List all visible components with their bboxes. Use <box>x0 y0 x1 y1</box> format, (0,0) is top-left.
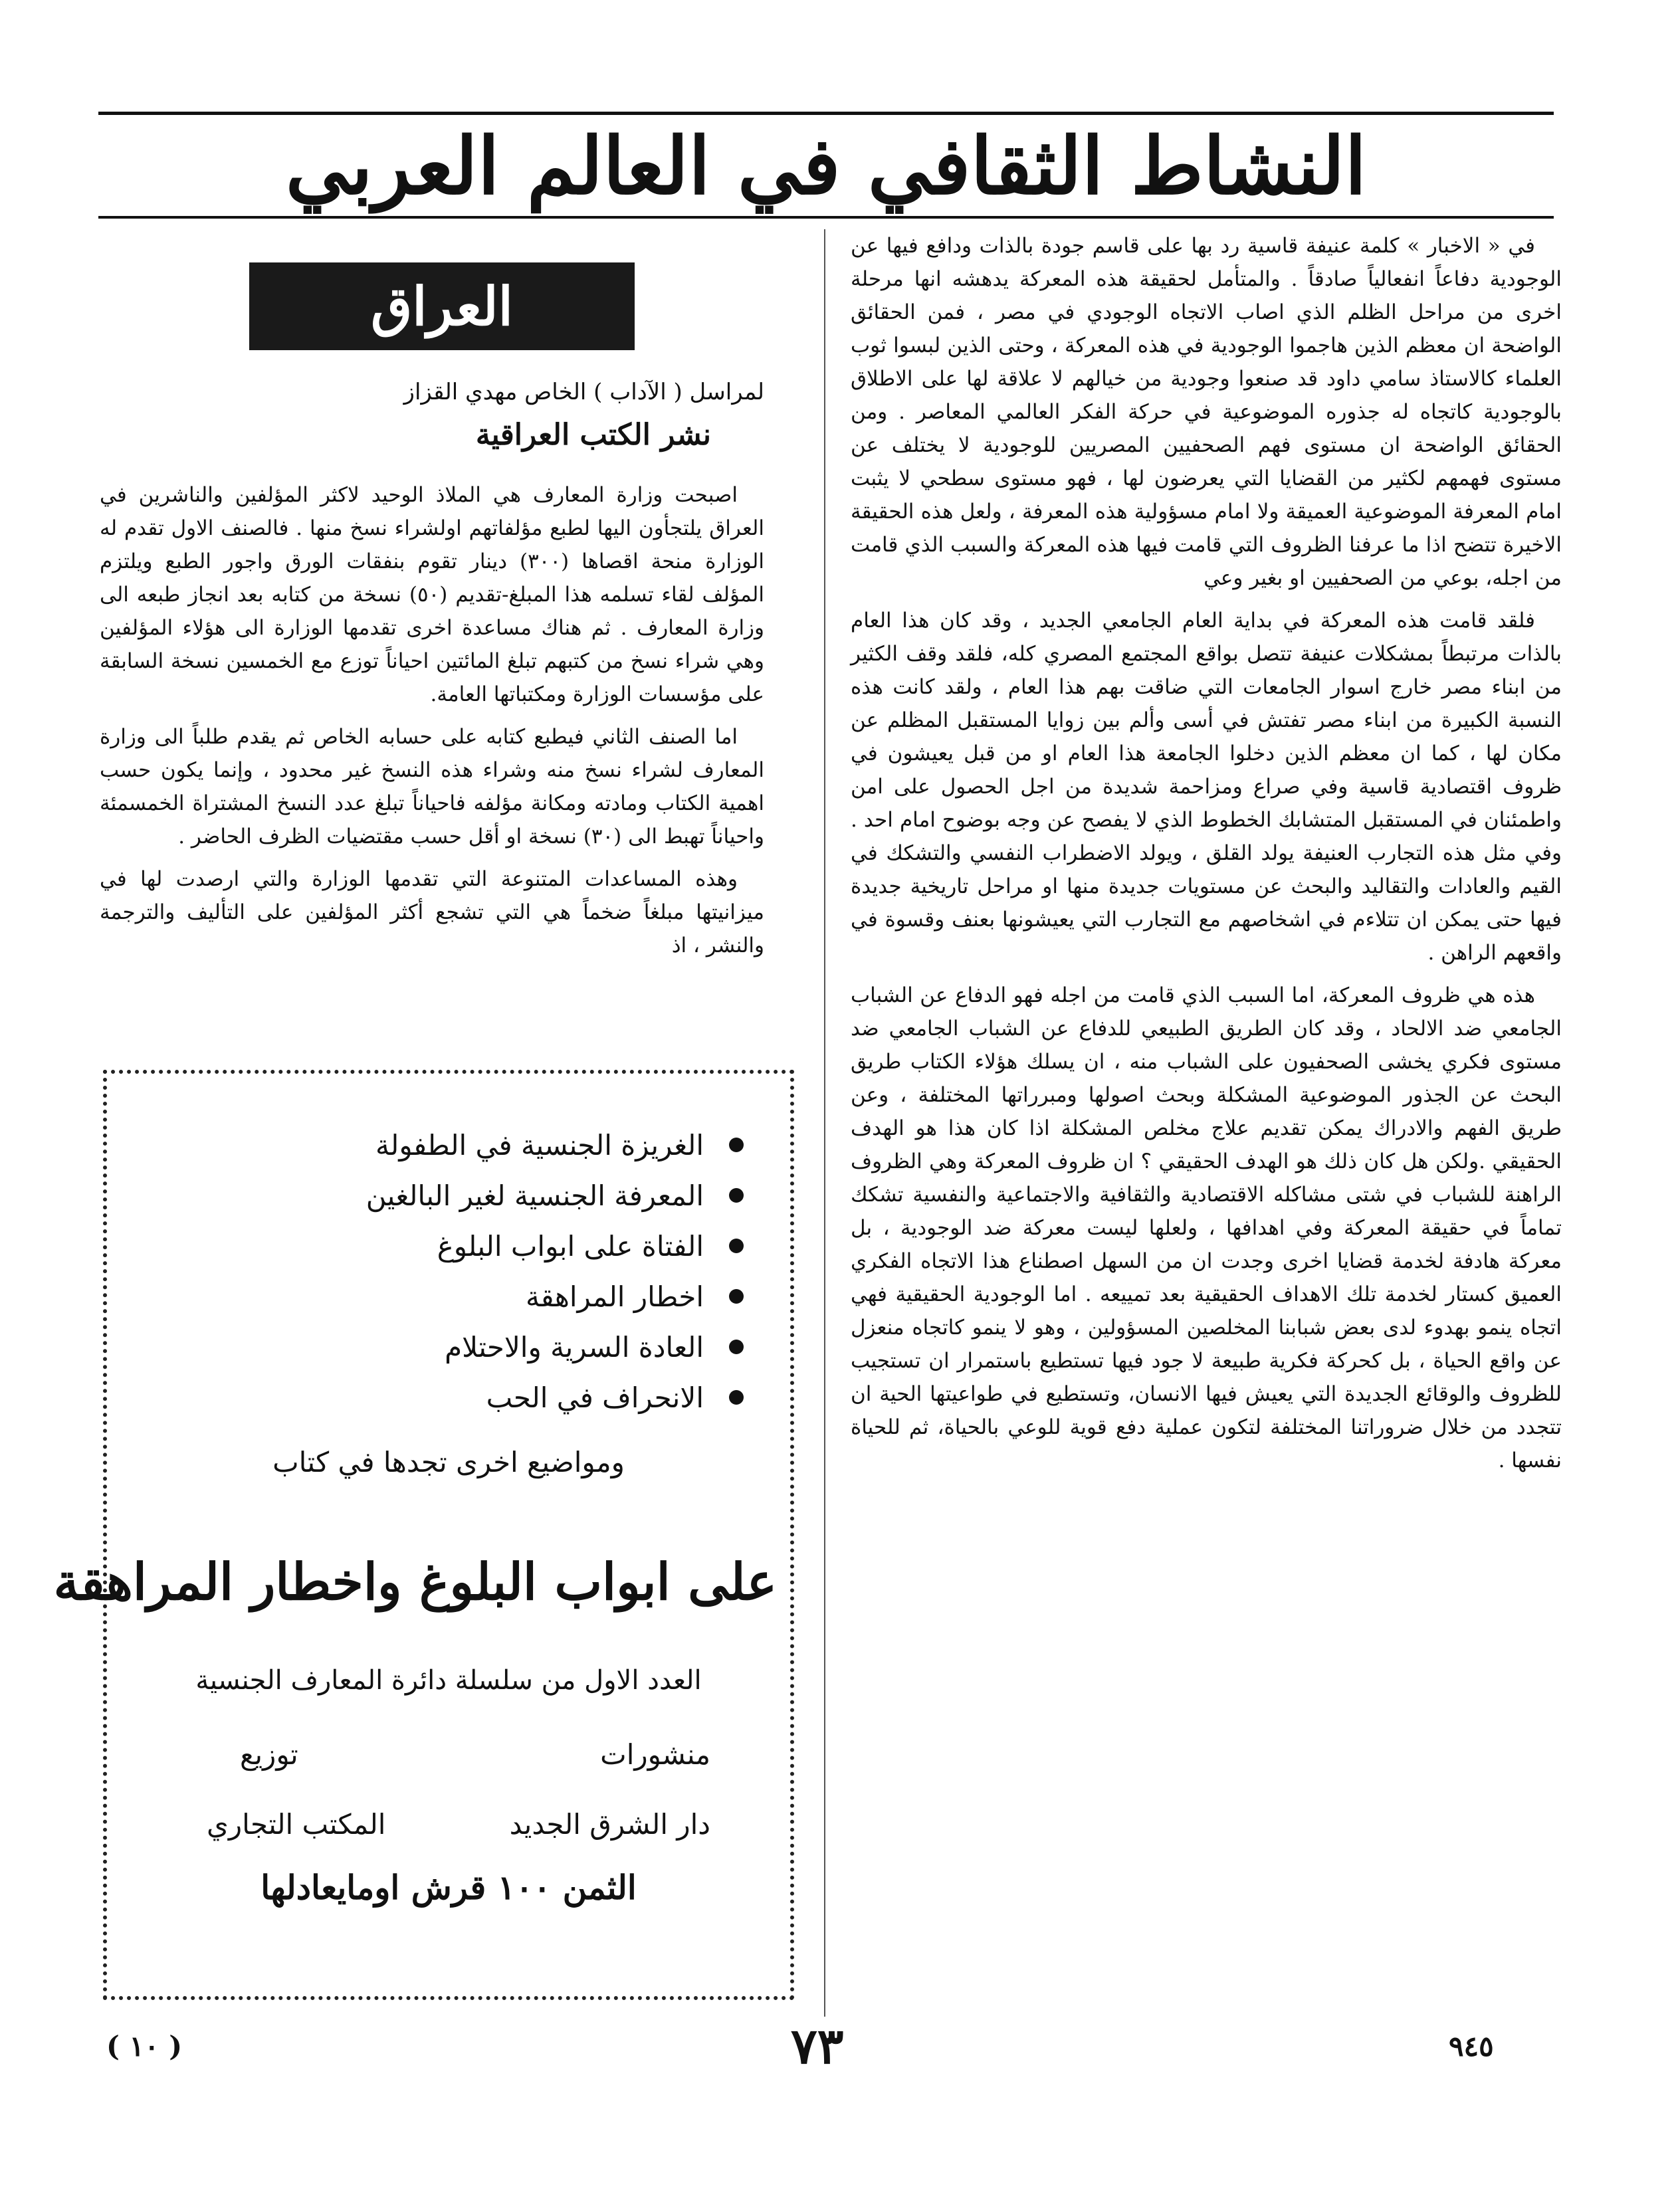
article-paragraph: اما الصنف الثاني فيطبع كتابه على حسابه الخاص ثم يقدم طلباً الى وزارة المعارف لشراء نسخ منه وشراء هذه النسخ غير محدود ، وإنما يكون حسب اهمية الكتاب ومادته ومكانة مؤلفه فاحياناً تبلغ عدد النسخ المشتراة الخمسمئة واحياناً تهبط الى (٣٠) نسخة او أقل حسب مقتضيات الظرف الحاضر . <box>100 725 764 849</box>
list-item: العادة السرية والاحتلام <box>366 1322 744 1373</box>
topic-list <box>366 1120 744 1423</box>
list-item: اخطار المراهقة <box>366 1272 744 1322</box>
list-item: المعرفة الجنسية لغير البالغين <box>366 1171 744 1221</box>
column-divider <box>824 229 825 2017</box>
bullet-icon <box>729 1188 744 1203</box>
distributor-name: المكتب التجاري <box>207 1808 386 1841</box>
distribution-label: توزيع <box>240 1738 298 1771</box>
book-advertisement <box>53 1070 794 2000</box>
ad-series-note: العدد الاول من سلسلة دائرة المعارف الجنسية <box>195 1665 702 1696</box>
correspondent-byline: لمراسل ( الآداب ) الخاص مهدي القزاز <box>403 379 764 405</box>
bullet-icon <box>729 1289 744 1304</box>
issue-number: ( ١٠ ) <box>106 2030 183 2062</box>
list-item: الغريزة الجنسية في الطفولة <box>366 1120 744 1171</box>
publications-label: منشورات <box>600 1738 710 1771</box>
section-label-iraq: العراق <box>249 262 635 350</box>
list-item: الانحراف في الحب <box>366 1373 744 1423</box>
list-item: الفتاة على ابواب البلوغ <box>366 1221 744 1272</box>
ad-price: الثمن ١٠٠ قرش اومايعادلها <box>261 1868 637 1907</box>
publisher-name: دار الشرق الجديد <box>509 1808 710 1841</box>
page-title: النشاط الثقافي في العالم العربي <box>285 120 1367 212</box>
bullet-icon <box>729 1340 744 1354</box>
page-number: ٧٣ <box>791 2018 844 2075</box>
article-paragraph: اصبحت وزارة المعارف هي الملاذ الوحيد لاكثر المؤلفين والناشرين في العراق يلتجأون اليها لطبع مؤلفاتهم اولشراء نسخ منها . فالصنف الاول تقدم له الوزارة منحة اقصاها (٣٠٠) دينار تقوم بنفقات الورق واجور الطبع ويلتزم المؤلف لقاء تسلمه هذا المبلغ-تقديم (٥٠) نسخة من كتابه بعد انجاز طبعه الى وزارة المعارف . ثم هناك مساعدة اخرى تقدمها الوزارة الى هؤلاء المؤلفين وهي شراء نسخ من كتبهم تبلغ المائتين احياناً توزع مع الخمسين نسخة السابقة على مؤسسات الوزارة ومكتباتها العامة. <box>100 483 764 706</box>
bullet-icon <box>729 1390 744 1405</box>
right-column <box>851 229 1562 1486</box>
bullet-icon <box>729 1138 744 1152</box>
volume-page-number: ٩٤٥ <box>1449 2030 1494 2062</box>
iraq-article-body <box>100 478 764 971</box>
header-rule-top <box>98 112 1554 115</box>
article-paragraph: هذه هي ظروف المعركة، اما السبب الذي قامت من اجله فهو الدفاع عن الشباب الجامعي ضد الالحاد ، وقد كان الطريق الطبيعي للدفاع عن الشباب الجامعي ضد مستوى فكري يخشى الصحفيون على الشباب منه ، ان يسلك هؤلاء الكتاب طريق البحث عن الجذور الموضوعية المشكلة وبحث اصولها ومبرراتها المختلفة ، وعن طريق الفهم والادراك يمكن تقديم علاج مخلص المشكلة اذا كان هذا هو الهدف الحقيقي .ولكن هل كان ذلك هو الهدف الحقيقي ؟ ان ظروف المعركة وهي الظروف الراهنة للشباب في شتى مشاكله الاقتصادية والثقافية والاجتماعية والنفسية تشكك تماماً في حقيقة المعركة وفي اهدافها ، ولعلها ليست معركة ضد الوجودية ، بل معركة هادفة لخدمة قضايا اخرى وجدت ان من السهل اصطناع هذا الاتجاه الفكري العميق كستار لخدمة تلك الاهداف الحقيقية بعد تمييعه . اما الوجودية الحقيقية فهي اتجاه ينمو بهدوء لدى بعض شبابنا المخلصين المسؤولين ، وهو لا ينمو كاتجاه منعزل عن واقع الحياة ، بل كحركة فكرية طبيعة لا جود فيها تستطيع باستمرار ان تستجيب للظروف والوقائع الجديدة التي يعيش فيها الانسان، وتستطيع في طواعيتها الحية ان تتجدد من خلال ضروراتنا المختلفة لتكون عملية دفع قوية للوعي بالحياة، ثم للحياة نفسها . <box>851 983 1562 1472</box>
header-rule-bottom <box>98 216 1554 219</box>
article-paragraph: في « الاخبار » كلمة عنيفة قاسية رد بها على قاسم جودة بالذات ودافع فيها عن الوجودية دفاعاً انفعالياً صادقاً . والمتأمل لحقيقة هذه المعركة يدهشه انها مرحلة اخرى من مراحل الظلم الذي اصاب الاتجاه الوجودي في مصر ، فمن الحقائق الواضحة ان معظم الذين هاجموا الوجودية في هذه المعركة ، وحتى الذين لبسوا ثوب العلماء كالاستاذ سامي داود قد صنعوا وجودية من خيالهم لا علاقة لها على الاطلاق بالوجودية كاتجاه له جذوره الموضوعية في حركة الفكر العالمي المعاصر . ومن الحقائق الواضحة ان مستوى فهم الصحفيين المصريين للوجودية لا يختلف عن مستوى فهمهم لكثير من القضايا التي يعرضون لها ، فهو مستوى سطحي لا يثبت امام المعرفة الموضوعية العميقة ولا امام مسؤولية هذه المعرفة ، ولعل هذه الحقيقة الاخيرة تتضح اذا ما عرفنا الظروف التي قامت فيها هذه المعركة والسبب الذي قامت من اجله، بوعي من الصحفيين او بغير وعي <box>851 234 1562 590</box>
bullet-icon <box>729 1239 744 1253</box>
ad-book-title: على ابواب البلوغ واخطار المراهقة <box>53 1552 777 1611</box>
ad-more-topics: ومواضيع اخرى تجدها في كتاب <box>272 1446 625 1478</box>
article-paragraph: وهذه المساعدات المتنوعة التي تقدمها الوزارة والتي ارصدت لها في ميزانيتها مبلغاً ضخماً هي التي تشجع أكثر المؤلفين على التأليف والترجمة والنشر ، اذ <box>100 867 764 957</box>
section-heading: نشر الكتب العراقية <box>475 418 711 452</box>
article-paragraph: فلقد قامت هذه المعركة في بداية العام الجامعي الجديد ، وقد كان هذا العام بالذات مرتبطاً بمشكلات عنيفة تتصل بواقع المجتمع المصري كله، فلقد وقف الكثير من ابناء مصر خارج اسوار الجامعات التي ضاقت بهم هذا العام ، ولقد كانت هذه النسبة الكبيرة من ابناء مصر تفتش في أسى وألم بين زوايا المستقبل المظلم عن مكان لها ، كما ان معظم الذين دخلوا الجامعة هذا العام او من قبل يعيشون في ظروف اقتصادية قاسية وفي صراع ومزاحمة شديدة من اجل الحصول على امن واطمئنان في المستقبل المتشابك الخطوط الذي لا يفصح عن وجه بوضوح امام احد . وفي مثل هذه التجارب العنيفة يولد القلق ، ويولد الاضطراب النفسي والتشكك في القيم والعادات والتقاليد والبحث عن مستويات جديدة منها او مراحل تاريخية جديدة فيها حتى يمكن ان تتلاءم في اشخاصهم مع التجارب التي يعيشونها بعنف وقسوة في واقعهم الراهن . <box>851 609 1562 965</box>
